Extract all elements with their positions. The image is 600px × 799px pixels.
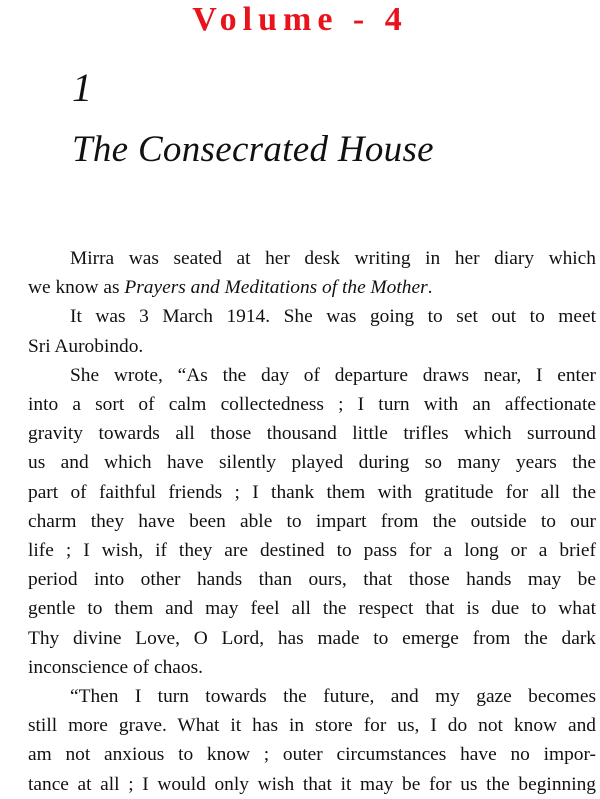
text-line: Thy divine Love, O Lord, has made to emerge from the dark xyxy=(28,627,596,649)
text-line: still more grave. What it has in store for us, I do not know and xyxy=(28,715,596,737)
text-line xyxy=(28,273,596,302)
text-line: inconscience of chaos. xyxy=(28,656,203,678)
text-line: part of faithful friends ; I thank them with gratitude for all the xyxy=(28,481,596,503)
text-line: into a sort of calm collectedness ; I turn with an affectionate xyxy=(28,394,596,416)
text-line: It was 3 March 1914. She was going to set out to meet xyxy=(70,306,596,328)
text-line: charm they have been able to impart from the outside to our xyxy=(28,510,596,532)
book-title: Prayers and Meditations of the Mother xyxy=(124,277,428,299)
text-line: tance at all ; I would only wish that it may be for us the beginning xyxy=(28,773,596,795)
text-line: “Then I turn towards the future, and my gaze becomes xyxy=(70,686,596,708)
paragraph xyxy=(28,302,596,360)
body-text xyxy=(28,244,596,799)
text-line: life ; I wish, if they are destined to pass for a long or a brief xyxy=(28,540,596,562)
text-line: Sri Aurobindo. xyxy=(28,335,144,357)
text-line: gentle to them and may feel all the respect that is due to what xyxy=(28,598,596,620)
text-line: us and which have silently played during so many years the xyxy=(28,452,596,474)
text-run: we know as xyxy=(28,277,125,299)
text-line: period into other hands than ours, that those hands may be xyxy=(28,569,596,591)
paragraph xyxy=(28,361,596,682)
text-line: am not anxious to know ; outer circumstances have no impor- xyxy=(28,744,596,766)
chapter-number: 1 xyxy=(72,65,92,110)
chapter-title: The Consecrated House xyxy=(72,129,434,170)
paragraph xyxy=(28,682,596,799)
text-run: . xyxy=(427,277,433,299)
volume-header: Volume - 4 xyxy=(192,1,408,38)
text-line: She wrote, “As the day of departure draws near, I enter xyxy=(70,364,596,386)
text-line: Mirra was seated at her desk writing in her diary which xyxy=(70,248,596,269)
text-line: gravity towards all those thousand little trifles which surround xyxy=(28,423,596,445)
paragraph xyxy=(28,244,596,302)
